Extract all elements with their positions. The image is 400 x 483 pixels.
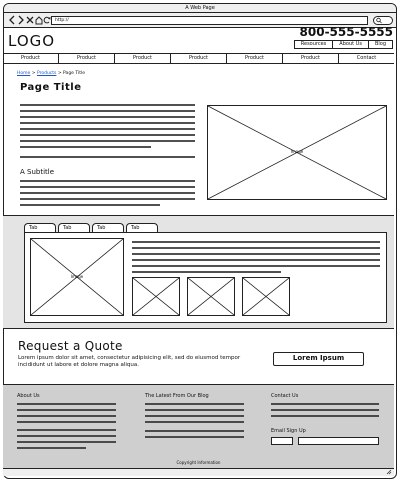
nav-item-product[interactable]: Product [227, 54, 283, 63]
breadcrumb-products[interactable]: Products [36, 71, 57, 76]
placeholder-paragraph [17, 429, 116, 453]
nav-item-product[interactable]: Product [283, 54, 339, 63]
utility-link-blog[interactable]: Blog [368, 40, 393, 49]
back-arrow-icon[interactable] [8, 15, 16, 28]
nav-item-contact[interactable]: Contact [356, 55, 377, 61]
breadcrumb-home[interactable]: Home [17, 71, 31, 76]
breadcrumb-current: Page Title [63, 71, 86, 76]
footer-signup-heading: Email Sign Up [271, 428, 306, 434]
quote-button[interactable]: Lorem Ipsum [273, 352, 364, 366]
resize-grip-icon[interactable] [386, 469, 392, 477]
main-image-placeholder [207, 105, 387, 200]
main-nav [3, 53, 394, 64]
breadcrumb-separator: > [31, 71, 36, 76]
copyright: Copyright Information [176, 460, 221, 465]
nav-item-product[interactable]: Product [115, 54, 171, 63]
footer-about-heading: About Us [17, 393, 40, 399]
image-caption: Image [290, 149, 304, 154]
quote-heading: Request a Quote [18, 339, 123, 353]
footer-blog-heading: The Latest From Our Blog [145, 393, 209, 399]
nav-item-product[interactable]: Product [3, 54, 59, 63]
placeholder-paragraph [145, 403, 244, 427]
tab-4[interactable]: Tab [126, 223, 158, 233]
quote-text: Lorem ipsum dolor sit amet, consectetur adipisicing elit, sed do eiusmod tempor incididunt ut labore et dolore magna aliqua. [18, 355, 241, 368]
home-icon[interactable] [35, 15, 43, 28]
placeholder-paragraph [20, 180, 195, 210]
utility-link-about-us[interactable]: About Us [332, 40, 369, 49]
utility-link-resources[interactable]: Resources [294, 40, 334, 49]
url-input[interactable]: http:// [51, 16, 368, 25]
image-caption: Image [70, 274, 84, 279]
tab-2[interactable]: Tab [58, 223, 90, 233]
signup-email-input[interactable] [298, 437, 379, 445]
placeholder-paragraph [20, 156, 195, 162]
logo[interactable]: LOGO [8, 32, 56, 50]
thumbnail-placeholder [187, 277, 235, 316]
status-bar [3, 468, 394, 476]
phone-number: 800-555-5555 [299, 25, 393, 39]
page-title: Page Title [20, 82, 82, 93]
thumbnail-placeholder [242, 277, 290, 316]
breadcrumb-separator: > [57, 71, 62, 76]
window-title: A Web Page [4, 4, 396, 13]
placeholder-paragraph [132, 241, 380, 277]
placeholder-paragraph [20, 104, 195, 152]
browser-search-input[interactable] [373, 16, 393, 25]
close-icon[interactable] [26, 15, 34, 28]
nav-item-product[interactable]: Product [171, 54, 227, 63]
forward-arrow-icon[interactable] [17, 15, 25, 28]
placeholder-paragraph [17, 403, 116, 427]
placeholder-paragraph [271, 403, 379, 421]
tab-1[interactable]: Tab [24, 223, 56, 233]
signup-name-input[interactable] [271, 437, 293, 445]
nav-item-product[interactable]: Product [59, 54, 115, 63]
thumbnail-placeholder [132, 277, 180, 316]
utility-nav [295, 40, 393, 49]
page-subtitle: A Subtitle [20, 168, 55, 176]
breadcrumb [17, 71, 85, 76]
tab-image-placeholder [30, 238, 124, 316]
footer-contact-heading: Contact Us [271, 393, 299, 399]
tab-3[interactable]: Tab [92, 223, 124, 233]
placeholder-paragraph [145, 430, 244, 442]
refresh-icon[interactable] [43, 15, 51, 28]
